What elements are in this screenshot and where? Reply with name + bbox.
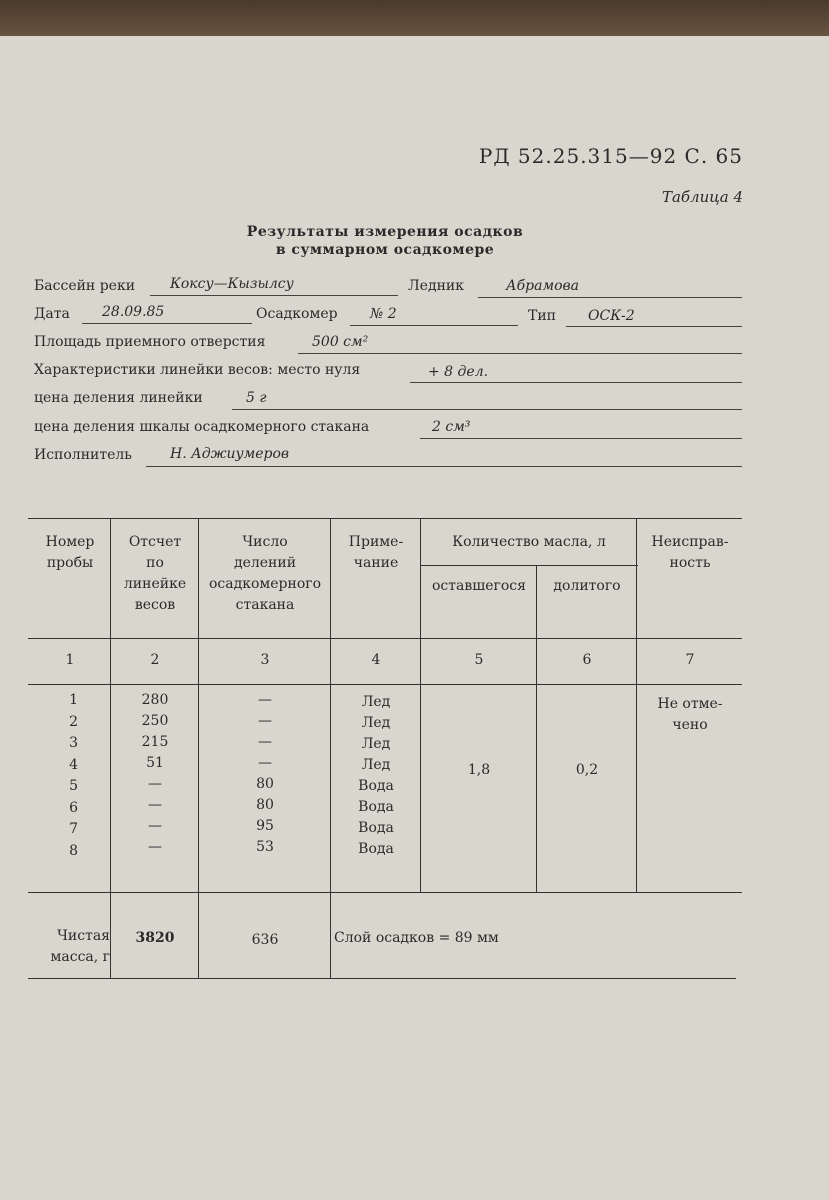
table-cell: 6 xyxy=(69,799,78,816)
title-line-2: в суммарном осадкомере xyxy=(275,242,495,258)
col-header-remaining: оставшегося xyxy=(432,578,526,594)
table-cell: — xyxy=(148,818,162,834)
glass-divisions-column xyxy=(200,690,330,858)
glacier-value: Абрамова xyxy=(506,278,579,294)
glass-division-value: 2 см³ xyxy=(432,419,471,435)
note-column xyxy=(332,692,420,860)
basin-value: Коксу—Кызылсу xyxy=(170,276,294,292)
table-label: Таблица 4 xyxy=(661,188,743,206)
type-value: ОСК-2 xyxy=(588,308,635,324)
table-cell: Лед xyxy=(361,694,391,710)
precipitation-layer: Слой осадков = 89 мм xyxy=(334,930,499,946)
date-label: Дата xyxy=(34,306,70,322)
table-cell: 95 xyxy=(256,818,274,834)
table-cell: — xyxy=(148,776,162,792)
col-header-oil-amount: Количество масла, л xyxy=(452,534,606,550)
date-value: 28.09.85 xyxy=(102,304,165,320)
table-cell: 280 xyxy=(141,692,169,708)
col-number-1: 1 xyxy=(65,652,75,668)
col-header-scale-reading: Отсчет по линейке весов xyxy=(123,534,187,613)
table-cell: Вода xyxy=(358,820,394,836)
table-cell: 80 xyxy=(256,797,274,813)
basin-label: Бассейн реки xyxy=(34,278,136,294)
gauge-label: Осадкомер xyxy=(256,306,338,322)
table-cell: — xyxy=(258,692,272,708)
glacier-label: Ледник xyxy=(408,278,464,294)
document-reference: РД 52.25.315—92 С. 65 xyxy=(478,144,743,168)
table-cell: — xyxy=(148,797,162,813)
table-cell: — xyxy=(258,734,272,750)
document-page xyxy=(0,36,829,1200)
table-cell: — xyxy=(258,713,272,729)
gauge-value: № 2 xyxy=(370,306,397,322)
scale-division-value: 5 г xyxy=(246,390,267,406)
col-number-3: 3 xyxy=(260,652,270,668)
table-cell: 4 xyxy=(69,756,78,773)
table-cell: — xyxy=(258,755,272,771)
performer-value: Н. Аджиумеров xyxy=(170,446,290,462)
table-cell: — xyxy=(148,839,162,855)
table-cell: Вода xyxy=(358,841,394,857)
table-cell: 215 xyxy=(141,734,169,750)
col-number-5: 5 xyxy=(474,652,484,668)
scale-characteristics-label: Характеристики линейки весов: место нуля xyxy=(34,362,361,378)
table-cell: 2 xyxy=(69,713,78,730)
col-header-sample-no: Номер пробы xyxy=(45,534,95,571)
col-number-6: 6 xyxy=(582,652,592,668)
table-cell: 250 xyxy=(141,713,169,729)
col-number-2: 2 xyxy=(150,652,160,668)
scale-reading-column xyxy=(112,690,198,858)
zero-position-value: + 8 дел. xyxy=(428,364,489,380)
col-number-7: 7 xyxy=(685,652,695,668)
table-cell: Вода xyxy=(358,778,394,794)
table-cell: 3 xyxy=(69,735,78,751)
scale-division-label: цена деления линейки xyxy=(34,390,203,406)
col-header-added: долитого xyxy=(553,578,621,594)
desk-background xyxy=(0,0,829,40)
col-number-4: 4 xyxy=(371,652,381,668)
table-cell: Лед xyxy=(361,736,391,752)
table-cell: 53 xyxy=(256,839,274,855)
oil-remaining-value: 1,8 xyxy=(467,762,491,778)
oil-added-value: 0,2 xyxy=(575,762,599,778)
table-cell: 80 xyxy=(256,776,274,792)
title-line-1: Результаты измерения осадков xyxy=(246,224,524,240)
table-cell: 7 xyxy=(69,821,78,837)
type-label: Тип xyxy=(528,308,556,324)
performer-label: Исполнитель xyxy=(34,447,132,463)
area-value: 500 см² xyxy=(312,334,369,350)
table-cell: Лед xyxy=(361,757,391,773)
glass-division-label: цена деления шкалы осадкомерного стакана xyxy=(34,419,370,435)
col-header-glass-divisions: Число делений осадкомерного стакана xyxy=(208,534,322,613)
table-cell: Вода xyxy=(358,799,394,815)
net-mass-reading: 3820 xyxy=(135,930,175,946)
col-header-malfunction: Неисправ- ность xyxy=(651,534,729,571)
table-cell: 51 xyxy=(146,755,164,771)
table-cell: 1 xyxy=(69,692,78,708)
area-label: Площадь приемного отверстия xyxy=(34,334,266,350)
sample-numbers-column xyxy=(30,690,78,862)
table-cell: Лед xyxy=(361,715,391,731)
col-header-note: Приме- чание xyxy=(348,534,404,571)
table-cell: 5 xyxy=(69,778,78,794)
net-mass-divisions: 636 xyxy=(251,932,279,948)
malfunction-value: Не отме- чено xyxy=(657,696,723,733)
table-cell: 8 xyxy=(69,842,78,859)
net-mass-label: Чистая масса, г xyxy=(50,928,110,965)
